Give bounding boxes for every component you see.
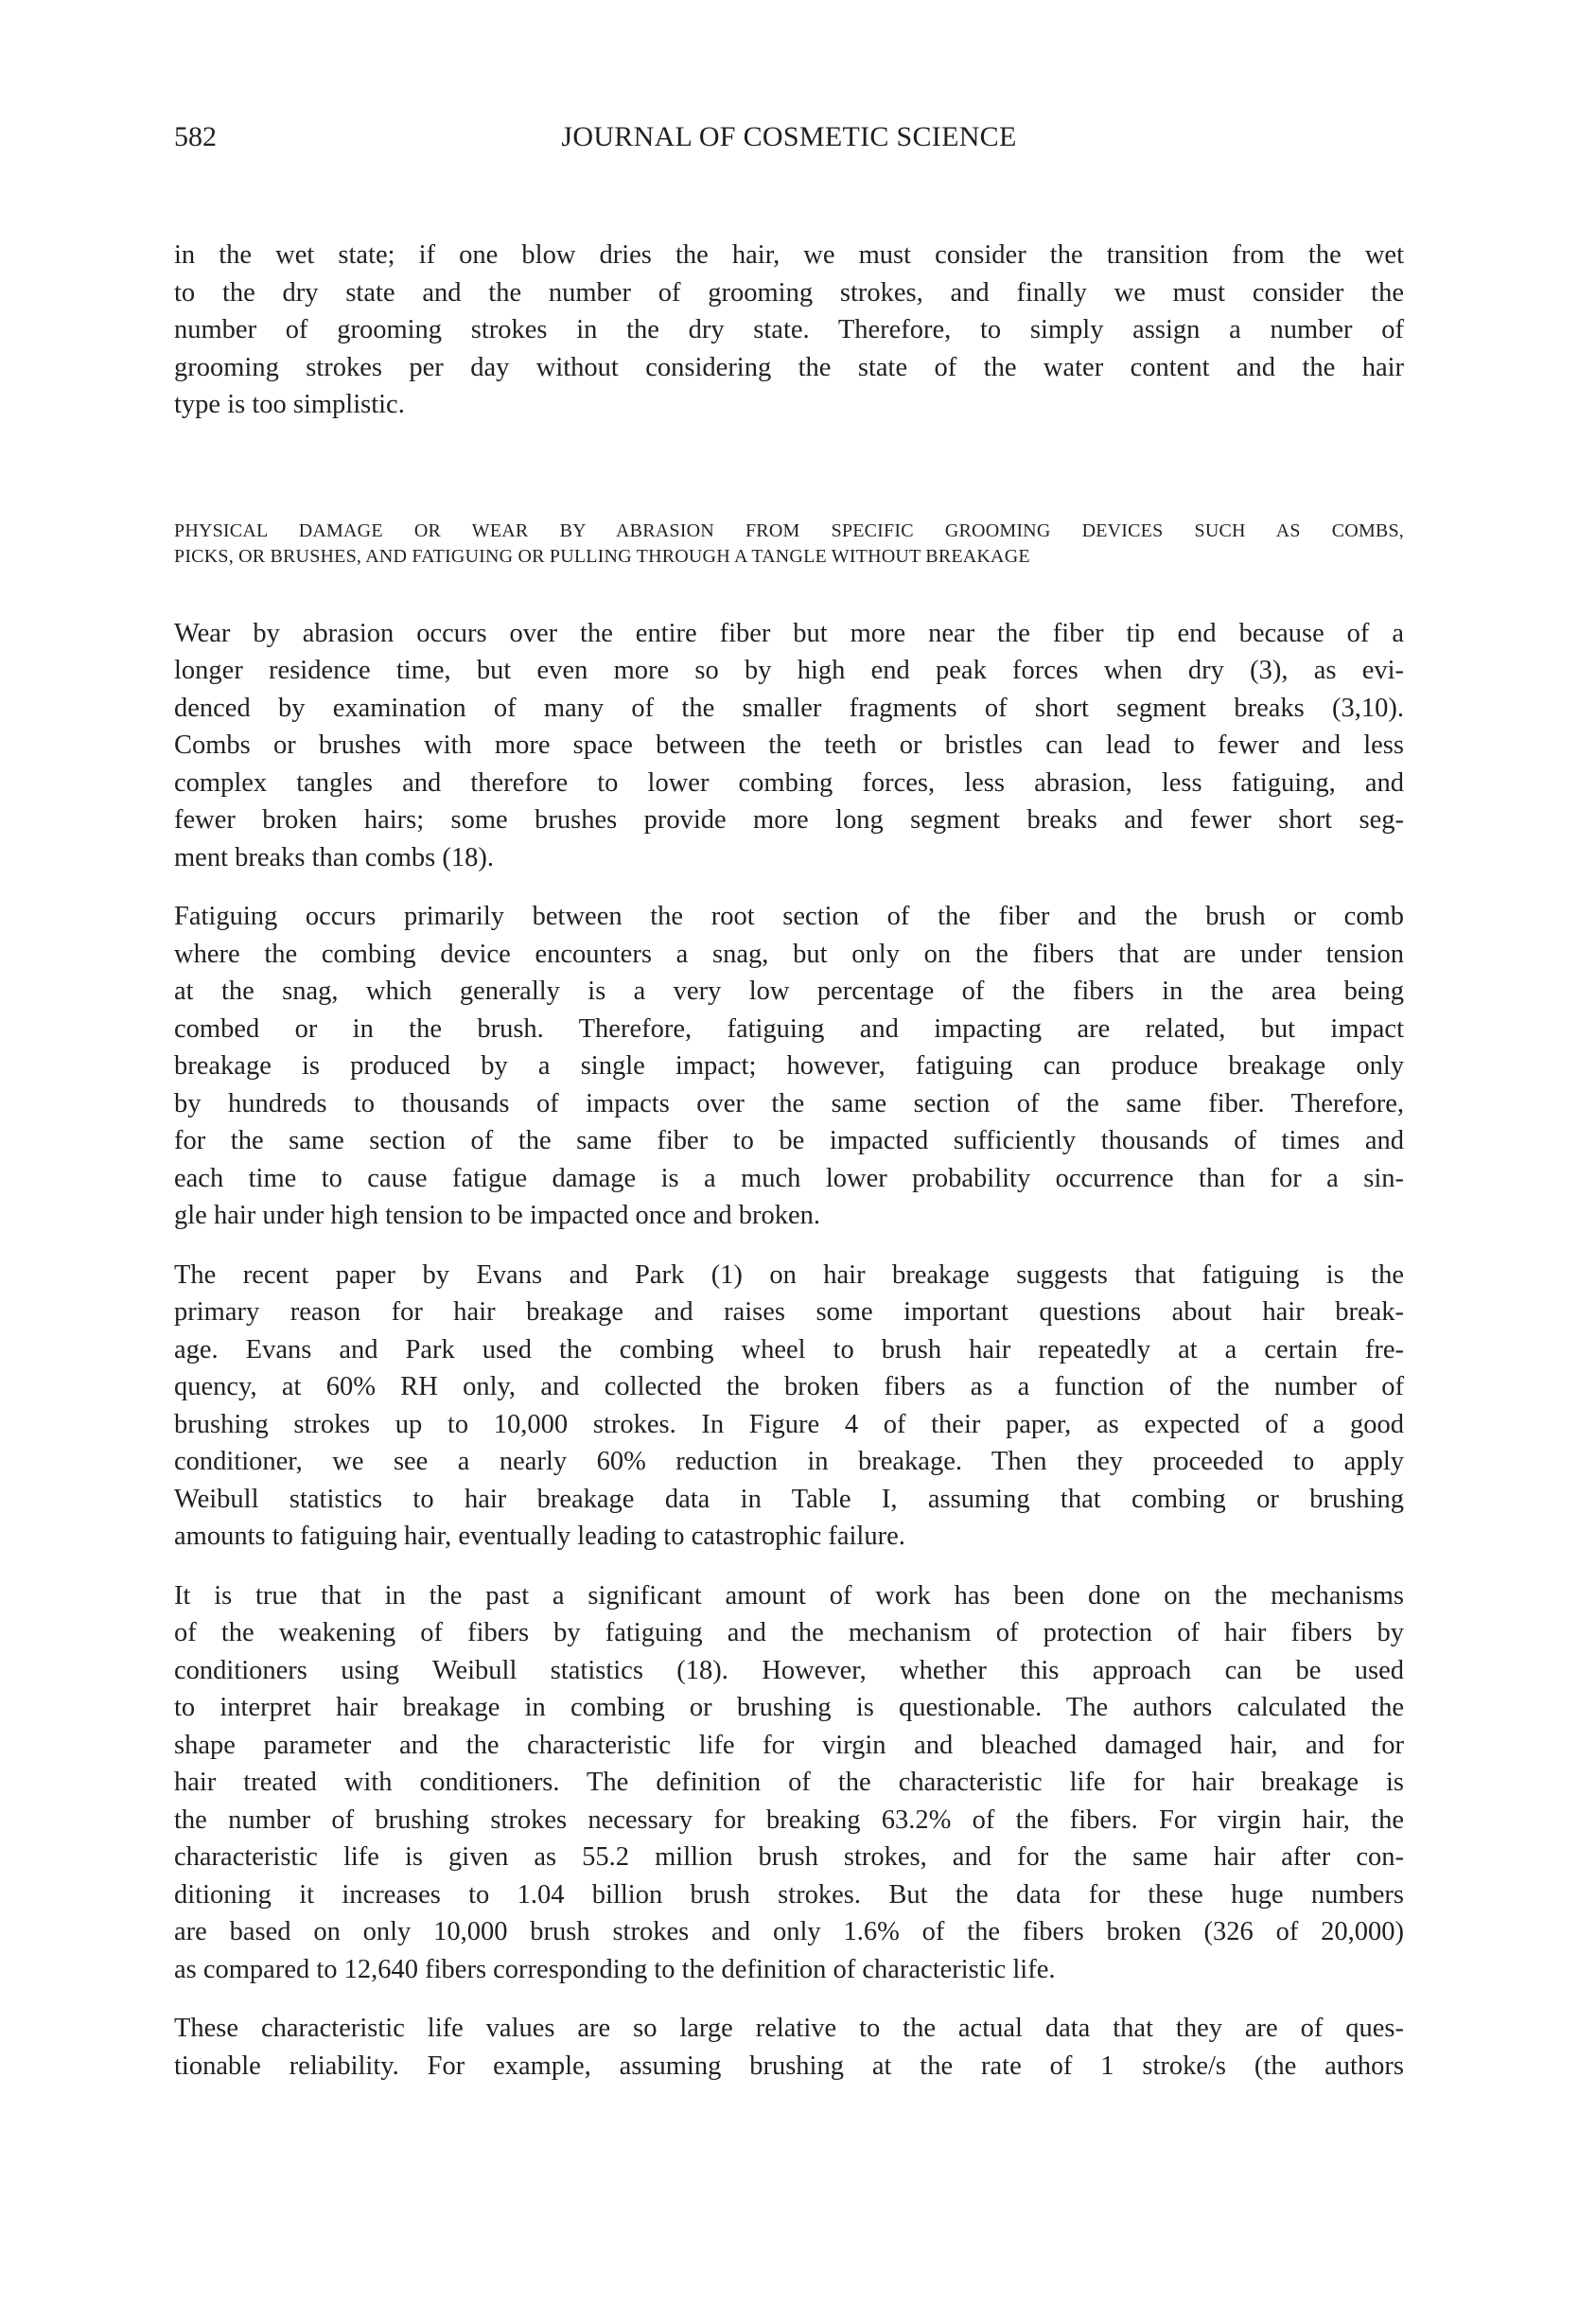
text-line: each time to cause fatigue damage is a much lower probability occurrence than for a sin- xyxy=(174,1163,1404,1193)
text-line: ditioning it increases to 1.04 billion brush strokes. But the data for these huge numbers xyxy=(174,1879,1404,1910)
text-line: tionable reliability. For example, assuming brushing at the rate of 1 stroke/s (the authors xyxy=(174,2051,1404,2081)
page-number: 582 xyxy=(174,121,217,152)
text-line: age. Evans and Park used the combing wheel to brush hair repeatedly at a certain fre- xyxy=(174,1334,1404,1364)
text-line: as compared to 12,640 fibers corresponding to the definition of characteristic life. xyxy=(174,1954,1056,1984)
running-header xyxy=(174,121,1404,168)
text-line: complex tangles and therefore to lower combing forces, less abrasion, less fatiguing, and xyxy=(174,767,1404,798)
text-line: gle hair under high tension to be impacted once and broken. xyxy=(174,1201,820,1230)
text-line: combed or in the brush. Therefore, fatiguing and impacting are related, but impact xyxy=(174,1013,1404,1044)
journal-title: JOURNAL OF COSMETIC SCIENCE xyxy=(561,121,1017,152)
paragraph xyxy=(174,2010,1404,2085)
text-line: number of grooming strokes in the dry state. Therefore, to simply assign a number of xyxy=(174,315,1404,344)
text-line: quency, at 60% RH only, and collected the broken fibers as a function of the number of xyxy=(174,1372,1404,1401)
text-line: characteristic life is given as 55.2 million brush strokes, and for the same hair after con- xyxy=(174,1842,1404,1872)
text-line: for the same section of the same fiber to be impacted sufficiently thousands of times and xyxy=(174,1126,1404,1155)
text-line: The recent paper by Evans and Park (1) on hair breakage suggests that fatiguing is the xyxy=(174,1259,1404,1290)
text-line: brushing strokes up to 10,000 strokes. In Figure 4 of their paper, as expected of a good xyxy=(174,1409,1404,1439)
text-line: It is true that in the past a significant amount of work has been done on the mechanisms xyxy=(174,1580,1404,1611)
text-line: conditioners using Weibull statistics (18). However, whether this approach can be used xyxy=(174,1655,1404,1685)
text-line: in the wet state; if one blow dries the hair, we must consider the transition from the wet xyxy=(174,240,1404,270)
text-line: are based on only 10,000 brush strokes and only 1.6% of the fibers broken (326 of 20,000) xyxy=(174,1917,1404,1946)
text-line: to interpret hair breakage in combing or brushing is questionable. The authors calculated the xyxy=(174,1693,1404,1722)
text-line: grooming strokes per day without considering the state of the water content and the hair xyxy=(174,352,1404,382)
text-line: to the dry state and the number of grooming strokes, and finally we must consider the xyxy=(174,277,1404,308)
text-line: shape parameter and the characteristic life for virgin and bleached damaged hair, and for xyxy=(174,1730,1404,1760)
text-line: primary reason for hair breakage and raises some important questions about hair break- xyxy=(174,1297,1404,1327)
text-line: amounts to fatiguing hair, eventually leading to catastrophic failure. xyxy=(174,1522,905,1551)
text-line: ment breaks than combs (18). xyxy=(174,842,494,872)
paragraph xyxy=(174,615,1404,877)
article-body xyxy=(174,237,1404,2106)
text-line: of the weakening of fibers by fatiguing and the mechanism of protection of hair fibers by xyxy=(174,1618,1404,1647)
text-line: conditioner, we see a nearly 60% reduction in breakage. Then they proceeded to apply xyxy=(174,1447,1404,1476)
text-line: longer residence time, but even more so by high end peak forces when dry (3), as evi- xyxy=(174,656,1404,685)
text-line: by hundreds to thousands of impacts over the same section of the same fiber. Therefore, xyxy=(174,1088,1404,1118)
text-line: Combs or brushes with more space between the teeth or bristles can lead to fewer and less xyxy=(174,731,1404,760)
text-line: at the snag, which generally is a very low percentage of the fibers in the area being xyxy=(174,977,1404,1006)
text-line: PHYSICAL DAMAGE OR WEAR BY ABRASION FROM SPECIFIC GROOMING DEVICES SUCH AS COMBS, xyxy=(174,519,1404,541)
intro-paragraph xyxy=(174,237,1404,424)
text-line: type is too simplistic. xyxy=(174,390,405,419)
body-paragraphs xyxy=(174,615,1404,2086)
text-line: Wear by abrasion occurs over the entire fiber but more near the fiber tip end because of a xyxy=(174,618,1404,648)
text-line: the number of brushing strokes necessary for breaking 63.2% of the fibers. For virgin hair, the xyxy=(174,1804,1404,1835)
text-line: breakage is produced by a single impact; however, fatiguing can produce breakage only xyxy=(174,1051,1404,1081)
text-line: Weibull statistics to hair breakage data in Table I, assuming that combing or brushing xyxy=(174,1484,1404,1514)
text-line: Fatiguing occurs primarily between the root section of the fiber and the brush or comb xyxy=(174,902,1404,931)
paragraph xyxy=(174,1257,1404,1556)
text-line: fewer broken hairs; some brushes provide more long segment breaks and fewer short seg- xyxy=(174,805,1404,835)
paragraph xyxy=(174,898,1404,1235)
text-line: where the combing device encounters a snag, but only on the fibers that are under tension xyxy=(174,939,1404,969)
paragraph xyxy=(174,1577,1404,1989)
text-line: These characteristic life values are so large relative to the actual data that they are of ques- xyxy=(174,2014,1404,2043)
text-line: denced by examination of many of the smaller fragments of short segment breaks (3,10). xyxy=(174,693,1404,723)
text-line: hair treated with conditioners. The definition of the characteristic life for hair breakage is xyxy=(174,1768,1404,1797)
section-heading xyxy=(174,519,1404,570)
text-line: PICKS, OR BRUSHES, AND FATIGUING OR PULLING THROUGH A TANGLE WITHOUT BREAKAGE xyxy=(174,545,1030,567)
